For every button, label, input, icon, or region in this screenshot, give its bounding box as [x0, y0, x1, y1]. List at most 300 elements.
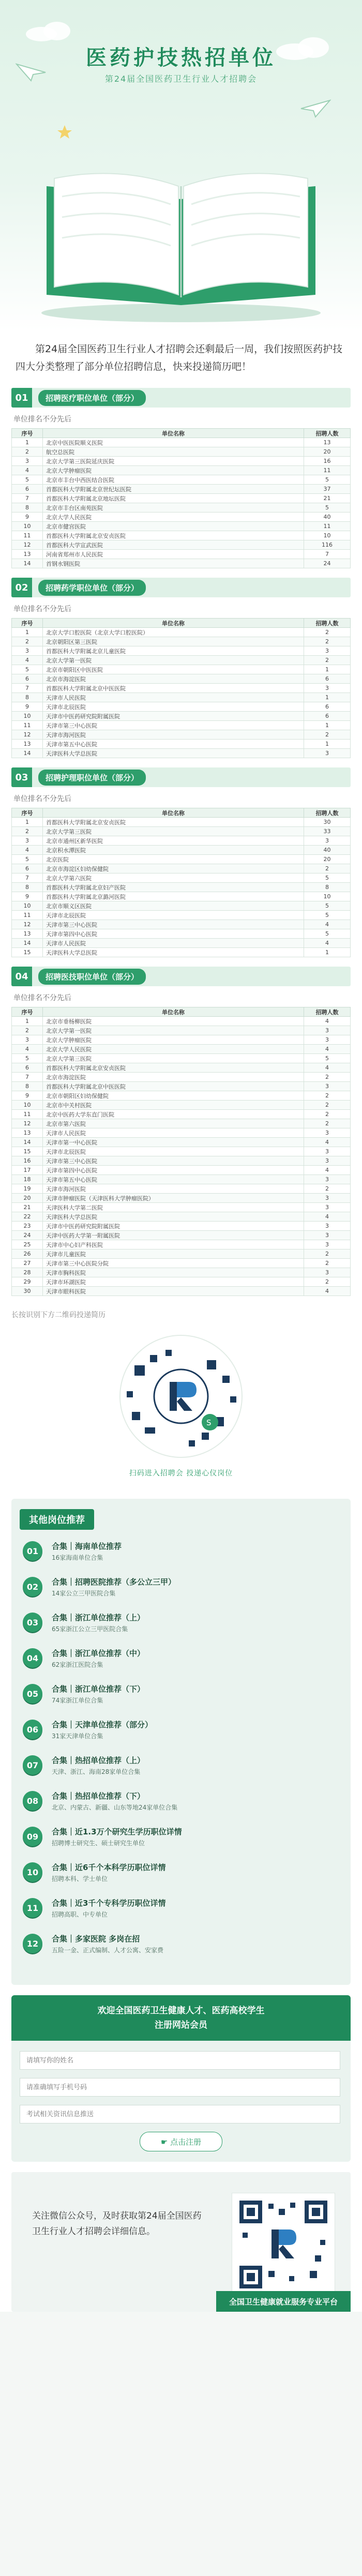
row-index: 2: [12, 637, 43, 646]
row-index: 4: [12, 656, 43, 665]
unit-name: 北京大学第三医院: [43, 827, 304, 836]
table-row: [12, 628, 351, 637]
footer-text: 关注微信公众号，及时获取第24届全国医药卫生行业人才招聘会详细信息。: [32, 2211, 202, 2237]
register-form: [11, 1995, 351, 2162]
recommend-link[interactable]: 合集｜近6千个本科学历职位详情: [52, 1863, 166, 1872]
unit-name: 首都医科大学附属北京安贞医院: [43, 531, 304, 540]
table-body: [12, 438, 351, 568]
table-row: [12, 827, 351, 836]
row-index: 29: [12, 1277, 43, 1287]
hire-count: 21: [304, 494, 351, 503]
unit-name: 河南省郑州市人民医院: [43, 550, 304, 559]
row-index: 23: [12, 1222, 43, 1231]
recommend-number: 06: [23, 1720, 42, 1739]
recommend-number: 02: [23, 1577, 42, 1596]
table-row: [12, 740, 351, 749]
unit-name: 天津市第五中心医院: [43, 740, 304, 749]
table-row: [12, 1091, 351, 1101]
hire-count: 3: [304, 1035, 351, 1045]
qr-code-icon: [232, 2193, 335, 2296]
recommend-title: 其他岗位推荐: [20, 1509, 94, 1530]
recommend-item[interactable]: [23, 1862, 342, 1884]
hire-count: 3: [304, 1194, 351, 1203]
unit-name: 天津市第四中心医院: [43, 929, 304, 939]
table-body: [12, 818, 351, 957]
unit-name: 首都医科大学附属北京中医医院: [43, 1082, 304, 1091]
hire-count: 2: [304, 1119, 351, 1128]
row-index: 7: [12, 873, 43, 883]
row-index: 4: [12, 846, 43, 855]
table-row: [12, 665, 351, 674]
hire-count: 24: [304, 559, 351, 568]
row-index: 27: [12, 1259, 43, 1268]
hire-count: 2: [304, 1101, 351, 1110]
hire-count: 4: [304, 1287, 351, 1296]
recommend-link[interactable]: 合集｜热招单位推荐（下）: [52, 1791, 145, 1801]
row-index: 12: [12, 920, 43, 929]
table-row: [12, 550, 351, 559]
unit-name: 天津市第一中心医院: [43, 1138, 304, 1147]
row-index: 3: [12, 836, 43, 846]
row-index: 1: [12, 1017, 43, 1026]
hire-count: 4: [304, 1212, 351, 1222]
row-index: 26: [12, 1249, 43, 1259]
table-row: [12, 1119, 351, 1128]
row-index: 21: [12, 1203, 43, 1212]
hire-count: 40: [304, 846, 351, 855]
table-row: [12, 1184, 351, 1194]
hire-count: 2: [304, 1073, 351, 1082]
hire-count: 11: [304, 522, 351, 531]
recommend-item[interactable]: [23, 1577, 342, 1598]
table-row: [12, 447, 351, 457]
hire-count: 40: [304, 513, 351, 522]
column-header: 单位名称: [43, 619, 304, 628]
unit-name: 北京市健宫医院: [43, 522, 304, 531]
email-input[interactable]: [20, 2105, 340, 2123]
hire-count: 4: [304, 939, 351, 948]
table-row: [12, 522, 351, 531]
recommend-item[interactable]: [23, 1720, 342, 1741]
unit-name: 天津市海河医院: [43, 1184, 304, 1194]
name-input[interactable]: [20, 2051, 340, 2070]
row-index: 7: [12, 494, 43, 503]
unit-name: 北京市朝阳区妇幼保健院: [43, 1091, 304, 1101]
section-label: 招聘医技职位单位（部分）: [38, 969, 146, 985]
table-row: [12, 939, 351, 948]
qr-tip: 长按识别下方二维码投递简历: [11, 1311, 105, 1319]
row-index: 2: [12, 447, 43, 457]
row-index: 10: [12, 1101, 43, 1110]
table-row: [12, 855, 351, 864]
section-note: 单位排名不分先后: [13, 994, 71, 1002]
hire-count: 3: [304, 1156, 351, 1166]
hire-count: 116: [304, 540, 351, 550]
column-header: 单位名称: [43, 808, 304, 818]
footer-brand: 全国卫生健康就业服务专业平台: [216, 2291, 351, 2312]
hire-count: 6: [304, 712, 351, 721]
hire-count: 3: [304, 684, 351, 693]
table-row: [12, 749, 351, 758]
unit-name: 首都医科大学附属北京妇产医院: [43, 883, 304, 892]
table-head: [12, 619, 351, 628]
unit-name: 天津市海河医院: [43, 730, 304, 740]
section-header: [11, 388, 351, 408]
hire-count: 3: [304, 1026, 351, 1035]
row-index: 7: [12, 684, 43, 693]
unit-name: 天津市人民医院: [43, 693, 304, 702]
register-submit-button[interactable]: [140, 2132, 222, 2151]
hire-count: 3: [304, 1147, 351, 1156]
unit-name: 北京市丰台区南苑医院: [43, 503, 304, 513]
recommend-item[interactable]: [23, 1791, 342, 1812]
table-row: [12, 637, 351, 646]
hire-count: 33: [304, 827, 351, 836]
row-index: 1: [12, 818, 43, 827]
hire-count: 5: [304, 1054, 351, 1063]
table-row: [12, 892, 351, 901]
recommend-number: 08: [23, 1791, 42, 1811]
unit-name: 北京大学人民医院: [43, 513, 304, 522]
table-row: [12, 475, 351, 485]
row-index: 13: [12, 740, 43, 749]
row-index: 15: [12, 948, 43, 957]
recommend-desc: 74家浙江单位合集: [52, 1697, 103, 1704]
table-row: [12, 1231, 351, 1240]
unit-name: 首都医科大学附属北京安贞医院: [43, 818, 304, 827]
table-row: [12, 646, 351, 656]
row-index: 14: [12, 559, 43, 568]
unit-name: 北京市海淀区妇幼保健院: [43, 864, 304, 873]
hire-count: 5: [304, 929, 351, 939]
recommend-item[interactable]: [23, 1827, 342, 1848]
unit-name: 天津市北辰医院: [43, 911, 304, 920]
section-note: 单位排名不分先后: [13, 795, 71, 803]
row-index: 2: [12, 827, 43, 836]
unit-name: 北京大学第一医院: [43, 1026, 304, 1035]
hire-count: 2: [304, 656, 351, 665]
column-header: 序号: [12, 1007, 43, 1017]
recommend-link[interactable]: 合集｜热招单位推荐（上）: [52, 1756, 145, 1765]
table-row: [12, 485, 351, 494]
recommend-desc: 北京、内蒙古、新疆、山东等地24家单位合集: [52, 1804, 178, 1811]
unit-name: 航空总医院: [43, 447, 304, 457]
table-row: [12, 846, 351, 855]
hire-count: 2: [304, 1259, 351, 1268]
row-index: 6: [12, 485, 43, 494]
job-section: [0, 578, 362, 758]
recommend-link[interactable]: 合集｜浙江单位推荐（中）: [52, 1649, 145, 1658]
hire-count: 10: [304, 892, 351, 901]
table-row: [12, 836, 351, 846]
recommend-link[interactable]: 合集｜多家医院 多岗在招: [52, 1934, 140, 1944]
unit-name: 首都医科大学附属北京儿童医院: [43, 646, 304, 656]
table-row: [12, 540, 351, 550]
recommend-item[interactable]: [23, 1755, 342, 1776]
unit-name: 北京中医医院顺义医院: [43, 438, 304, 447]
recommend-item[interactable]: [23, 1613, 342, 1634]
job-table: [11, 808, 351, 957]
recommend-text: [52, 1577, 176, 1598]
recommend-link[interactable]: 合集｜浙江单位推荐（下）: [52, 1684, 145, 1694]
table-head: [12, 808, 351, 818]
row-index: 14: [12, 1138, 43, 1147]
table-row: [12, 457, 351, 466]
hire-count: 2: [304, 1249, 351, 1259]
table-row: [12, 1138, 351, 1147]
recommend-number: 05: [23, 1684, 42, 1704]
row-index: 4: [12, 466, 43, 475]
recommend-list: [20, 1541, 342, 1955]
unit-name: 北京市丰台中西医结合医院: [43, 475, 304, 485]
table-row: [12, 1026, 351, 1035]
hire-count: 1: [304, 665, 351, 674]
hire-count: 11: [304, 466, 351, 475]
hire-count: 4: [304, 920, 351, 929]
section-header: [11, 578, 351, 597]
table-row: [12, 818, 351, 827]
recommend-link[interactable]: 合集｜浙江单位推荐（上）: [52, 1613, 145, 1622]
table-row: [12, 702, 351, 712]
form-banner-line2: 注册网站会员: [155, 2020, 207, 2030]
register-submit-label: 点击注册: [170, 2137, 202, 2147]
column-header: 招聘人数: [304, 1007, 351, 1017]
recommend-item[interactable]: [23, 1898, 342, 1919]
column-header: 序号: [12, 429, 43, 438]
table-row: [12, 1166, 351, 1175]
row-index: 15: [12, 1147, 43, 1156]
recommend-number: 12: [23, 1934, 42, 1953]
table-row: [12, 929, 351, 939]
hire-count: 4: [304, 1063, 351, 1073]
column-header: 招聘人数: [304, 429, 351, 438]
unit-name: 天津市北辰医院: [43, 702, 304, 712]
row-index: 4: [12, 1045, 43, 1054]
phone-input[interactable]: [20, 2078, 340, 2097]
recommend-desc: 招聘博士研究生、硕士研究生单位: [52, 1840, 145, 1847]
recommend-text: [52, 1541, 122, 1562]
unit-name: 首钢水钢医院: [43, 559, 304, 568]
table-row: [12, 1277, 351, 1287]
unit-name: 北京市垂杨柳医院: [43, 1017, 304, 1026]
hire-count: 4: [304, 1166, 351, 1175]
job-section: [0, 967, 362, 1296]
hire-count: 1: [304, 948, 351, 957]
column-header: 招聘人数: [304, 808, 351, 818]
table-row: [12, 1259, 351, 1268]
recommend-text: [52, 1827, 182, 1848]
row-index: 22: [12, 1212, 43, 1222]
table-row: [12, 466, 351, 475]
section-header: [11, 767, 351, 787]
unit-name: 天津市第三中心医院: [43, 1156, 304, 1166]
table-row: [12, 438, 351, 447]
unit-name: 天津市第四中心医院: [43, 1166, 304, 1175]
table-row: [12, 730, 351, 740]
unit-name: 北京大学肿瘤医院: [43, 466, 304, 475]
section-note: 单位排名不分先后: [13, 415, 71, 424]
table-row: [12, 1156, 351, 1166]
row-index: 17: [12, 1166, 43, 1175]
table-row: [12, 911, 351, 920]
table-row: [12, 1017, 351, 1026]
table-row: [12, 883, 351, 892]
unit-name: 天津市第五中心医院: [43, 1175, 304, 1184]
table-header-row: [12, 808, 351, 818]
row-index: 7: [12, 1073, 43, 1082]
row-index: 5: [12, 475, 43, 485]
unit-name: 天津市儿童医院: [43, 1249, 304, 1259]
table-row: [12, 693, 351, 702]
recommend-item[interactable]: [23, 1541, 342, 1562]
unit-name: 天津市第三中心医院: [43, 920, 304, 929]
unit-name: 北京市海淀医院: [43, 674, 304, 684]
hire-count: 4: [304, 1138, 351, 1147]
unit-name: 首都医科大学附属北京潞河医院: [43, 892, 304, 901]
row-index: 5: [12, 1054, 43, 1063]
row-index: 20: [12, 1194, 43, 1203]
table-row: [12, 901, 351, 911]
row-index: 28: [12, 1268, 43, 1277]
qr-wrap: [0, 1324, 362, 1489]
unit-name: 天津市中医药研究院附属医院: [43, 1222, 304, 1231]
unit-name: 天津市中医药研究院附属医院: [43, 712, 304, 721]
recommend-link[interactable]: 合集｜招聘医院推荐（多公立三甲）: [52, 1577, 176, 1587]
unit-name: 北京市海淀医院: [43, 1073, 304, 1082]
unit-name: 首都医科大学附属北京地坛医院: [43, 494, 304, 503]
unit-name: 首都医科大学宣武医院: [43, 540, 304, 550]
hire-count: 5: [304, 503, 351, 513]
recommend-text: [52, 1934, 163, 1955]
hire-count: 2: [304, 730, 351, 740]
hire-count: 1: [304, 740, 351, 749]
row-index: 11: [12, 721, 43, 730]
section-number: 03: [11, 767, 32, 787]
hire-count: 2: [304, 637, 351, 646]
row-index: 3: [12, 457, 43, 466]
hero-subtitle: 第24届全国医药卫生行业人才招聘会: [104, 74, 258, 84]
table-body: [12, 1017, 351, 1296]
hire-count: 3: [304, 1203, 351, 1212]
recommend-desc: 14家公立三甲医院合集: [52, 1590, 116, 1597]
unit-name: 北京大学口腔医院（北京大学口腔医院）: [43, 628, 304, 637]
recommend-desc: 五险一金、正式编制、人才公寓、安家费: [52, 1947, 164, 1954]
recommend-number: 10: [23, 1862, 42, 1882]
table-row: [12, 864, 351, 873]
hire-count: 3: [304, 1175, 351, 1184]
hire-count: 5: [304, 475, 351, 485]
unit-name: 天津市人民医院: [43, 939, 304, 948]
row-index: 1: [12, 628, 43, 637]
hire-count: 1: [304, 721, 351, 730]
section-label: 招聘护理职位单位（部分）: [38, 770, 146, 786]
row-index: 8: [12, 503, 43, 513]
unit-name: 北京大学第三医院: [43, 1054, 304, 1063]
unit-name: 天津医科大学第二医院: [43, 1203, 304, 1212]
table-row: [12, 721, 351, 730]
row-index: 13: [12, 1128, 43, 1138]
row-index: 25: [12, 1240, 43, 1249]
unit-name: 北京市顺义区医院: [43, 901, 304, 911]
mini-program-qr[interactable]: [103, 1329, 259, 1479]
recommend-text: [52, 1862, 165, 1884]
wechat-qr[interactable]: [232, 2193, 335, 2296]
unit-name: 北京大学第六医院: [43, 873, 304, 883]
recommend-link[interactable]: 合集｜天津单位推荐（部分）: [52, 1720, 153, 1729]
hire-count: 20: [304, 855, 351, 864]
unit-name: 天津市肿瘤医院（天津医科大学肿瘤医院）: [43, 1194, 304, 1203]
hire-count: 3: [304, 1128, 351, 1138]
unit-name: 北京医院: [43, 855, 304, 864]
table-row: [12, 1110, 351, 1119]
row-index: 6: [12, 1063, 43, 1073]
recommend-number: 09: [23, 1827, 42, 1846]
hire-count: 4: [304, 1017, 351, 1026]
hire-count: 16: [304, 457, 351, 466]
row-index: 16: [12, 1156, 43, 1166]
row-index: 11: [12, 531, 43, 540]
unit-name: 北京中医药大学东直门医院: [43, 1110, 304, 1119]
open-book-icon: [0, 109, 362, 326]
qr-code-icon: [103, 1329, 259, 1464]
job-section: [0, 767, 362, 957]
hire-count: 3: [304, 1082, 351, 1091]
hire-count: 2: [304, 864, 351, 873]
row-index: 9: [12, 513, 43, 522]
recommend-link[interactable]: 合集｜近3千个专科学历职位详情: [52, 1899, 166, 1908]
row-index: 12: [12, 540, 43, 550]
table-row: [12, 656, 351, 665]
svg-text:S: S: [206, 1418, 212, 1427]
recommend-item[interactable]: [23, 1648, 342, 1669]
recommend-text: [52, 1898, 165, 1919]
hire-count: 2: [304, 1091, 351, 1101]
recommend-link[interactable]: 合集｜海南单位推荐: [52, 1542, 122, 1551]
row-index: 3: [12, 1035, 43, 1045]
row-index: 14: [12, 749, 43, 758]
table-head: [12, 429, 351, 438]
table-row: [12, 1128, 351, 1138]
recommend-item[interactable]: [23, 1684, 342, 1705]
row-index: 3: [12, 646, 43, 656]
row-index: 12: [12, 730, 43, 740]
table-row: [12, 513, 351, 522]
recommend-text: [52, 1684, 145, 1705]
unit-name: 天津市北辰医院: [43, 1147, 304, 1156]
column-header: 序号: [12, 808, 43, 818]
table-row: [12, 1194, 351, 1203]
recommend-number: 07: [23, 1755, 42, 1775]
table-row: [12, 684, 351, 693]
row-index: 12: [12, 1119, 43, 1128]
row-index: 14: [12, 939, 43, 948]
job-sections: [0, 388, 362, 1296]
unit-name: 北京市朝阳区中医医院: [43, 665, 304, 674]
recommend-item[interactable]: [23, 1934, 342, 1955]
row-index: 13: [12, 929, 43, 939]
row-index: 10: [12, 522, 43, 531]
table-row: [12, 1240, 351, 1249]
row-index: 10: [12, 712, 43, 721]
hire-count: 30: [304, 818, 351, 827]
intro-paragraph: 第24届全国医药卫生行业人才招聘会还剩最后一周，我们按照医药护技四大分类整理了部分单位招聘信息，快来投递简历吧！: [16, 343, 343, 372]
table-row: [12, 1045, 351, 1054]
hire-count: 3: [304, 1268, 351, 1277]
hire-count: 6: [304, 674, 351, 684]
column-header: 序号: [12, 619, 43, 628]
recommend-desc: 天津、浙江、海南28家单位合集: [52, 1768, 141, 1775]
recommend-link[interactable]: 合集｜近1.3万个研究生学历职位详情: [52, 1827, 182, 1836]
